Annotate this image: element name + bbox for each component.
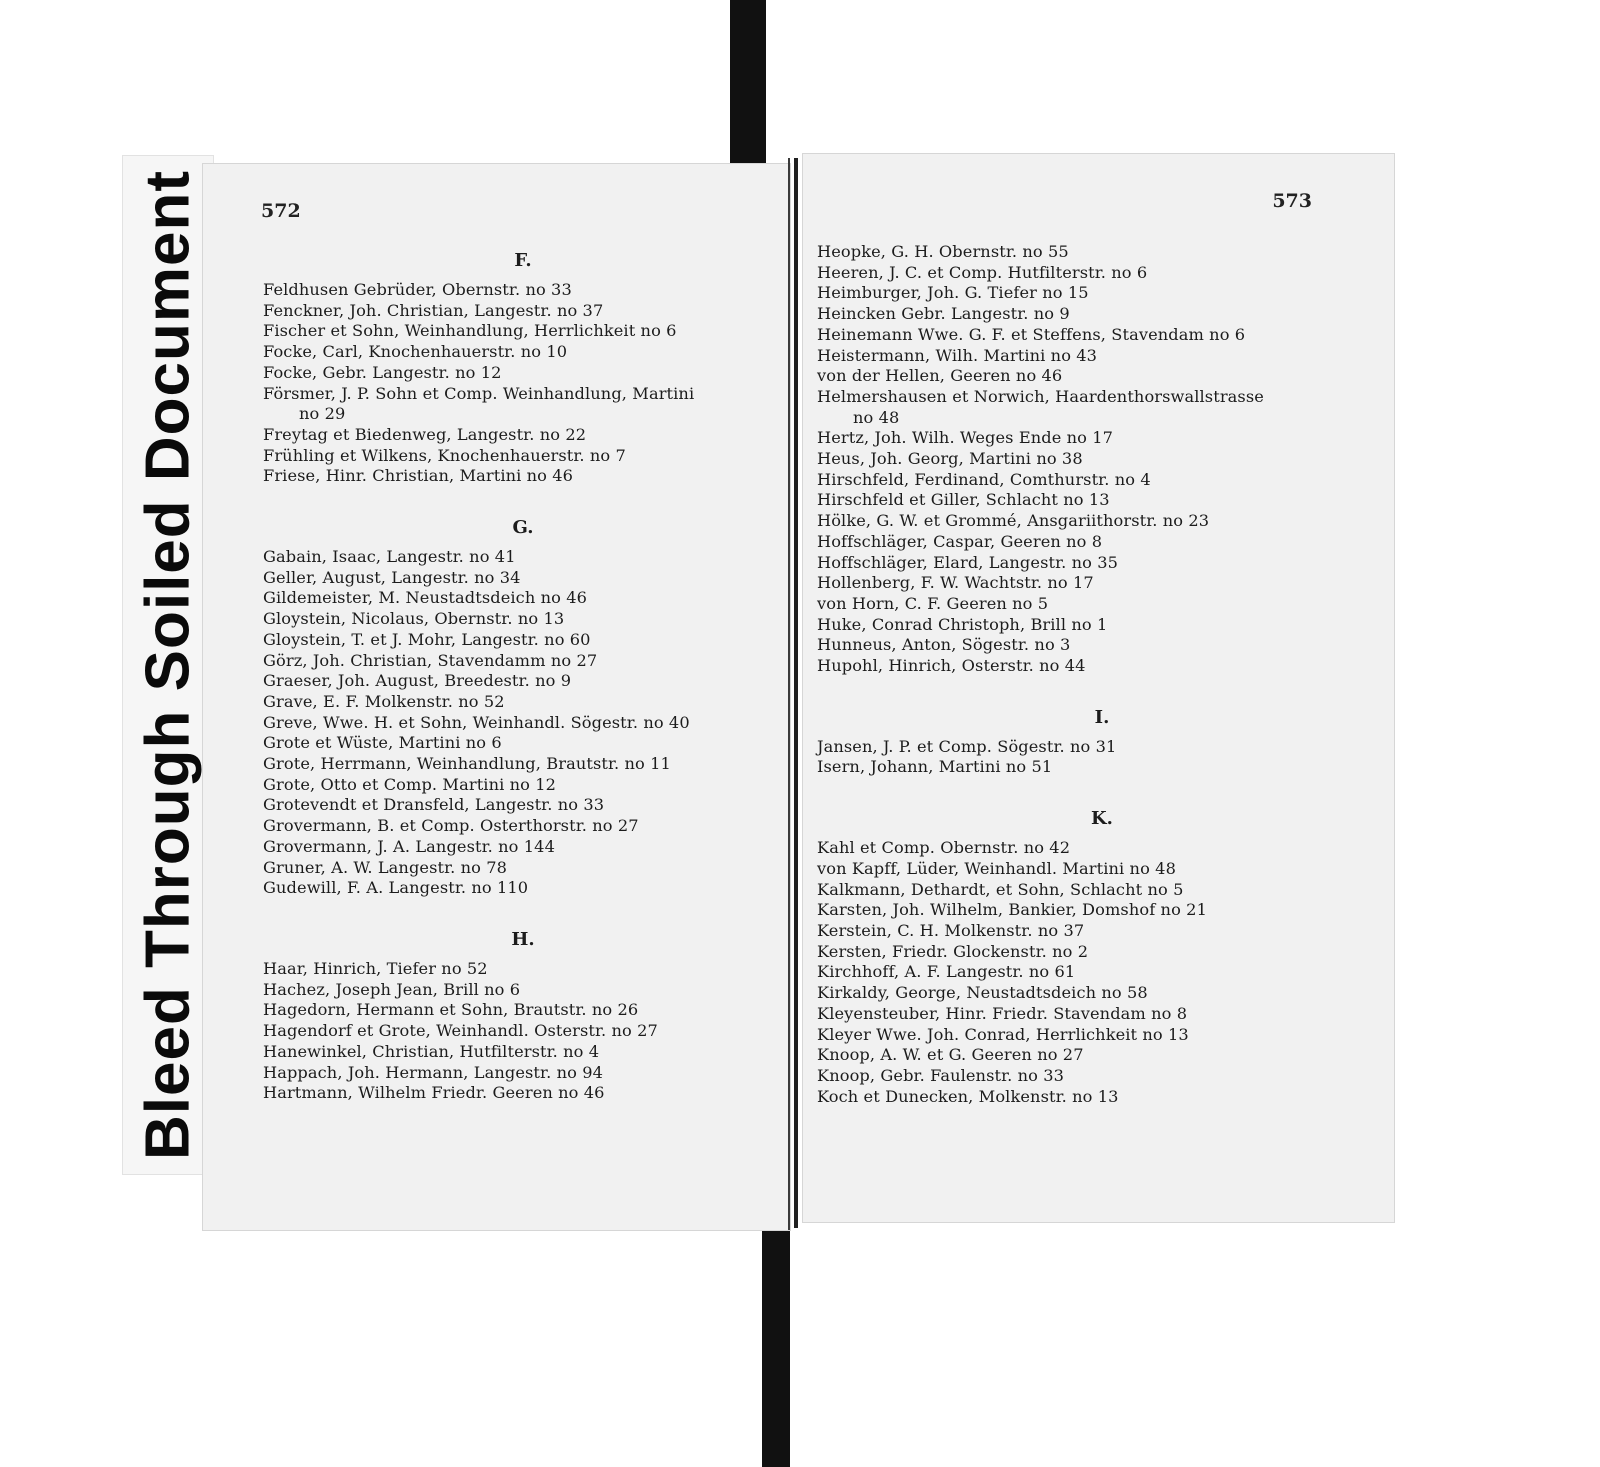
directory-entry: Friese, Hinr. Christian, Martini no 46: [263, 466, 574, 486]
directory-entry: Hölke, G. W. et Grommé, Ansgariithorstr. no 23: [817, 511, 1210, 531]
directory-entry: Grote, Herrmann, Weinhandlung, Brautstr. no 11: [263, 754, 671, 774]
directory-entry: Kirchhoff, A. F. Langestr. no 61: [817, 962, 1076, 982]
section-heading-h: H.: [511, 928, 535, 950]
directory-entry: Fenckner, Joh. Christian, Langestr. no 37: [263, 300, 604, 320]
directory-entry: Heimburger, Joh. G. Tiefer no 15: [817, 283, 1089, 303]
directory-entry: Hagendorf et Grote, Weinhandl. Osterstr. no 27: [263, 1021, 658, 1041]
directory-entry: Knoop, Gebr. Faulenstr. no 33: [817, 1065, 1065, 1085]
directory-entry: Gloystein, Nicolaus, Obernstr. no 13: [263, 609, 565, 629]
directory-entry: Isern, Johann, Martini no 51: [817, 757, 1053, 777]
directory-entry: Hirschfeld et Giller, Schlacht no 13: [817, 490, 1110, 510]
directory-entry: Karsten, Joh. Wilhelm, Bankier, Domshof no 21: [817, 900, 1207, 920]
directory-entry: Frühling et Wilkens, Knochenhauerstr. no 7: [263, 445, 626, 465]
gutter-shadow: [788, 158, 790, 1230]
directory-entry: Grovermann, J. A. Langestr. no 144: [263, 836, 555, 856]
directory-entry: Hanewinkel, Christian, Hutfilterstr. no 4: [263, 1041, 600, 1061]
directory-entry: Kalkmann, Dethardt, et Sohn, Schlacht no 5: [817, 879, 1184, 899]
directory-entry: Görz, Joh. Christian, Stavendamm no 27: [263, 650, 598, 670]
side-label-text: Bleed Through Soiled Document: [133, 169, 203, 1161]
directory-entry: Grote et Wüste, Martini no 6: [263, 733, 502, 753]
directory-entry: Haar, Hinrich, Tiefer no 52: [263, 958, 488, 978]
directory-entry: Koch et Dunecken, Molkenstr. no 13: [817, 1086, 1119, 1106]
directory-entry: Geller, August, Langestr. no 34: [263, 567, 521, 587]
section-heading-f: F.: [514, 250, 532, 271]
section-heading-g: G.: [512, 517, 534, 539]
directory-entry: Grave, E. F. Molkenstr. no 52: [263, 691, 505, 711]
directory-entry: Hoffschläger, Elard, Langestr. no 35: [817, 552, 1119, 572]
directory-entry: Focke, Gebr. Langestr. no 12: [263, 362, 502, 382]
directory-entry: Focke, Carl, Knochenhauerstr. no 10: [263, 342, 568, 362]
directory-entry: Kleyer Wwe. Joh. Conrad, Herrlichkeit no 13: [817, 1024, 1189, 1044]
directory-entry: Hachez, Joseph Jean, Brill no 6: [263, 979, 521, 999]
directory-entry-continuation: no 29: [299, 404, 346, 424]
directory-entry: von Kapff, Lüder, Weinhandl. Martini no 48: [817, 858, 1176, 878]
directory-entry: Gruner, A. W. Langestr. no 78: [263, 857, 508, 877]
directory-entry: Knoop, A. W. et G. Geeren no 27: [817, 1045, 1084, 1065]
directory-entry: Kleyensteuber, Hinr. Friedr. Stavendam no 8: [817, 1003, 1188, 1023]
binding-strip-top: [730, 0, 766, 166]
left-page-content: [263, 250, 783, 1104]
binding-strip-bottom: [762, 1212, 790, 1467]
directory-entry: Helmershausen et Norwich, Haardenthorswallstrasse: [817, 386, 1264, 406]
directory-entry: Hollenberg, F. W. Wachtstr. no 17: [817, 573, 1094, 593]
directory-entry-continuation: no 48: [853, 407, 900, 427]
directory-entry: Graeser, Joh. August, Breedestr. no 9: [263, 671, 572, 691]
directory-entry: Huke, Conrad Christoph, Brill no 1: [817, 614, 1108, 634]
directory-entry: Grote, Otto et Comp. Martini no 12: [263, 774, 557, 794]
directory-entry: Gloystein, T. et J. Mohr, Langestr. no 60: [263, 629, 591, 649]
directory-entry: Gildemeister, M. Neustadtsdeich no 46: [263, 588, 588, 608]
directory-entry: Hupohl, Hinrich, Osterstr. no 44: [817, 656, 1086, 676]
right-page: [803, 154, 1394, 1222]
directory-entry: Happach, Joh. Hermann, Langestr. no 94: [263, 1062, 603, 1082]
left-page-number: 572: [261, 200, 301, 222]
section-heading-i: I.: [1094, 706, 1110, 728]
directory-entry: Heus, Joh. Georg, Martini no 38: [817, 449, 1083, 469]
directory-entry: Hoffschläger, Caspar, Geeren no 8: [817, 531, 1103, 551]
directory-entry: Jansen, J. P. et Comp. Sögestr. no 31: [817, 736, 1117, 756]
directory-entry: Freytag et Biedenweg, Langestr. no 22: [263, 424, 587, 444]
directory-entry: Försmer, J. P. Sohn et Comp. Weinhandlung, Martini: [263, 383, 695, 403]
side-label-card: [123, 156, 213, 1174]
directory-entry: von der Hellen, Geeren no 46: [817, 366, 1063, 386]
right-page-number: 573: [1272, 190, 1312, 212]
directory-entry: Hagedorn, Hermann et Sohn, Brautstr. no 26: [263, 1000, 639, 1020]
directory-entry: Kirkaldy, George, Neustadtsdeich no 58: [817, 983, 1148, 1003]
directory-entry: Heinemann Wwe. G. F. et Steffens, Stavendam no 6: [817, 324, 1246, 344]
directory-entry: Hertz, Joh. Wilh. Weges Ende no 17: [817, 428, 1114, 448]
directory-entry: Hirschfeld, Ferdinand, Comthurstr. no 4: [817, 469, 1151, 489]
directory-entry: Fischer et Sohn, Weinhandlung, Herrlichkeit no 6: [263, 321, 677, 341]
left-page: [203, 164, 790, 1230]
right-page-content: [817, 242, 1387, 1107]
directory-entry: Kersten, Friedr. Glockenstr. no 2: [817, 941, 1089, 961]
directory-entry: Hartmann, Wilhelm Friedr. Geeren no 46: [263, 1083, 605, 1103]
directory-entry: Heistermann, Wilh. Martini no 43: [817, 345, 1098, 365]
directory-entry: Greve, Wwe. H. et Sohn, Weinhandl. Sögestr. no 40: [263, 712, 690, 732]
directory-entry: Hunneus, Anton, Sögestr. no 3: [817, 635, 1071, 655]
directory-entry: Heopke, G. H. Obernstr. no 55: [817, 242, 1069, 261]
directory-entry: Gabain, Isaac, Langestr. no 41: [263, 547, 516, 567]
directory-entry: Kahl et Comp. Obernstr. no 42: [817, 838, 1071, 858]
directory-entry: Heeren, J. C. et Comp. Hutfilterstr. no 6: [817, 262, 1148, 282]
directory-entry: Grotevendt et Dransfeld, Langestr. no 33: [263, 795, 605, 815]
directory-entry: Feldhusen Gebrüder, Obernstr. no 33: [263, 280, 572, 299]
section-heading-k: K.: [1091, 808, 1113, 830]
directory-entry: Heincken Gebr. Langestr. no 9: [817, 304, 1070, 324]
directory-entry: Gudewill, F. A. Langestr. no 110: [263, 878, 529, 898]
directory-entry: von Horn, C. F. Geeren no 5: [817, 593, 1049, 613]
directory-entry: Kerstein, C. H. Molkenstr. no 37: [817, 920, 1085, 940]
directory-entry: Grovermann, B. et Comp. Osterthorstr. no 27: [263, 816, 639, 836]
book-gutter: [794, 158, 798, 1228]
